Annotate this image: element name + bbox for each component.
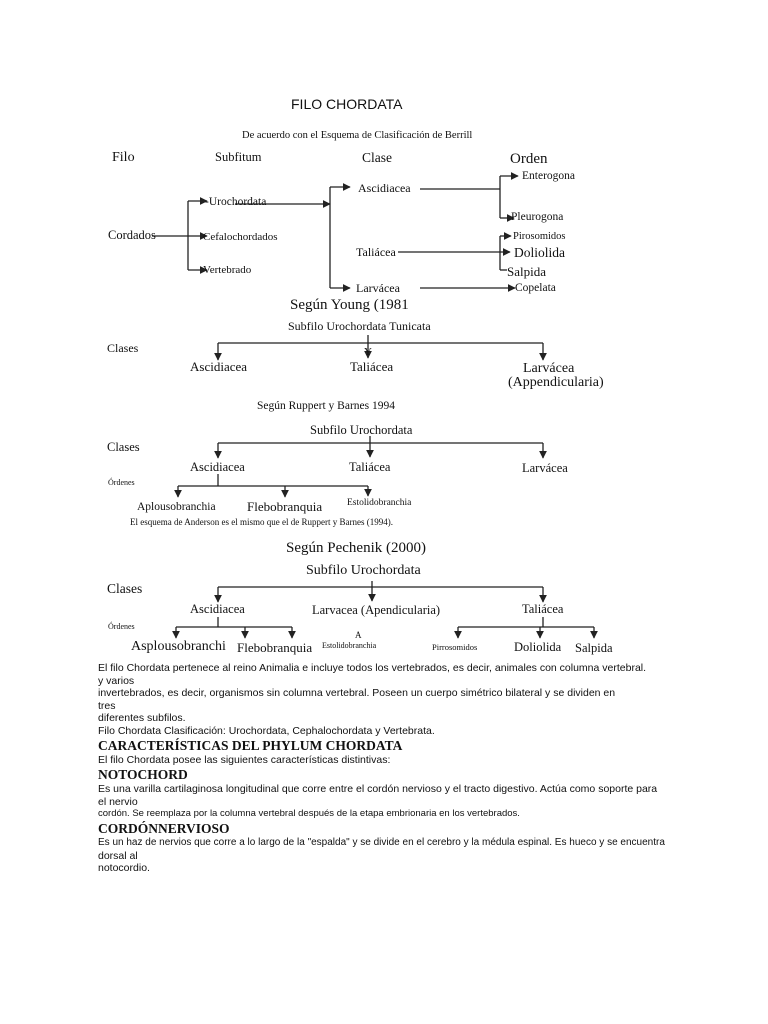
pechenik-class-taliacea: Taliácea [522, 602, 564, 616]
pechenik-class-ascidiacea: Ascidiacea [190, 602, 245, 616]
intro-line: El filo Chordata pertenece al reino Animalia e incluye todos los vertebrados, es decir, animales con columna vertebral. [98, 662, 647, 674]
young-class-taliacea: Taliácea [350, 359, 394, 374]
ruppert-class-larvacea: Larvácea [522, 461, 568, 475]
cordon-line: notocordio. [98, 862, 150, 874]
characteristics-lead [98, 754, 698, 767]
berrill-header-orden: Orden [510, 151, 548, 167]
characteristics-heading: CARACTERÍSTICAS DEL PHYLUM CHORDATA [98, 738, 403, 753]
berrill-orden-salpida: Salpida [507, 264, 546, 279]
cordon-line: dorsal al [98, 849, 138, 862]
berrill-clase-larvacea: Larvácea [356, 281, 400, 295]
intro-paragraph [98, 662, 698, 737]
cordon-paragraph [98, 837, 698, 875]
notochord-paragraph [98, 783, 698, 821]
notochord-heading: NOTOCHORD [98, 767, 188, 782]
pechenik-order-doliolida: Doliolida [514, 640, 562, 654]
intro-line: Filo Chordata Clasificación: Urochordata, Cephalochordata y Vertebrata. [98, 724, 435, 737]
berrill-orden-copelata: Copelata [515, 282, 556, 294]
intro-line: diferentes subfilos. [98, 712, 186, 724]
young-mark: Y [364, 346, 372, 358]
berrill-header-filo: Filo [112, 150, 135, 165]
berrill-orden-pleurogona: Pleurogona [511, 211, 564, 223]
characteristics-lead-line: El filo Chordata posee las siguientes características distintivas: [98, 754, 391, 766]
ruppert-title: Según Ruppert y Barnes 1994 [257, 400, 395, 412]
berrill-subfilo-cefalochordados: Cefalochordados [203, 231, 278, 243]
pechenik-subtitle: Subfilo Urochordata [306, 563, 421, 578]
ruppert-subtitle: Subfilo Urochordata [310, 423, 413, 437]
document-title: FILO CHORDATA [291, 96, 403, 112]
berrill-orden-enterogona: Enterogona [522, 170, 576, 182]
cordon-heading: CORDÓNNERVIOSO [98, 821, 230, 836]
berrill-orden-doliolida: Doliolida [514, 245, 565, 260]
pechenik-title: Según Pechenik (2000) [286, 540, 426, 556]
intro-line: y varios [98, 674, 135, 687]
berrill-header-subfitum: Subfitum [215, 150, 262, 164]
berrill-subfilo-urochordata: -Urochordata [205, 196, 267, 208]
young-title: Según Young (1981 [290, 297, 409, 313]
ruppert-class-taliacea: Taliácea [349, 460, 391, 474]
berrill-subfilo-vertebrado: Vertebrado [203, 264, 252, 276]
berrill-header-clase: Clase [362, 150, 392, 165]
young-class-larvacea: Larvácea [523, 361, 575, 376]
intro-line: tres [98, 699, 116, 712]
ruppert-order-aplousobranchia: Aplousobranchia [137, 501, 216, 513]
pechenik-order-flebobranquia: Flebobranquia [237, 640, 313, 655]
pechenik-row-label: Clases [107, 581, 143, 596]
cordon-line: Es un haz de nervios que corre a lo largo de la "espalda" y se divide en el cerebro y la médula espinal. Es hueco y se encuentra [98, 837, 665, 848]
pechenik-order-label: Órdenes [108, 622, 135, 631]
pechenik-mark: A [355, 630, 362, 640]
pechenik-order-salpida: Salpida [575, 641, 613, 655]
pechenik-order-pirrosomidos: Pirrosomidos [432, 642, 478, 652]
ruppert-order-label: Órdenes [108, 478, 135, 487]
berrill-clase-taliacea: Taliácea [356, 245, 396, 259]
ruppert-note: El esquema de Anderson es el mismo que el de Ruppert y Barnes (1994). [130, 517, 393, 527]
notochord-line: Es una varilla cartilaginosa longitudinal que corre entre el cordón nervioso y el tracto digestivo. Actúa como soporte para [98, 783, 658, 795]
berrill-filo-cordados: Cordados [108, 228, 156, 242]
berrill-clase-ascidiacea: Ascidiacea [358, 181, 411, 195]
notochord-line: cordón. Se reemplaza por la columna vertebral después de la etapa embrionaria en los vertebrados. [98, 808, 520, 819]
intro-line: invertebrados, es decir, organismos sin columna vertebral. Poseen un cuerpo simétrico bilateral y se dividen en [98, 687, 616, 699]
pechenik-class-larvacea: Larvacea (Apendicularia) [312, 603, 441, 617]
ruppert-row-label: Clases [107, 440, 140, 454]
young-class-appendicularia: (Appendicularia) [508, 375, 604, 390]
ruppert-class-ascidiacea: Ascidiacea [190, 460, 245, 474]
berrill-orden-pirosomidos: Pirosomidos [513, 231, 566, 242]
notochord-line: el nervio [98, 795, 138, 808]
ruppert-order-estolidobranchia: Estolidobranchia [347, 498, 412, 508]
berrill-caption: De acuerdo con el Esquema de Clasificación de Berrill [242, 130, 473, 141]
young-class-ascidiacea: Ascidiacea [190, 359, 248, 374]
pechenik-order-estolidobranchia: Estolidobranchia [322, 641, 377, 650]
ruppert-order-flebobranquia: Flebobranquia [247, 499, 323, 514]
young-subtitle: Subfilo Urochordata Tunicata [288, 319, 431, 333]
pechenik-order-asplousobranchi: Asplousobranchi [131, 639, 226, 654]
young-row-label: Clases [107, 341, 139, 355]
